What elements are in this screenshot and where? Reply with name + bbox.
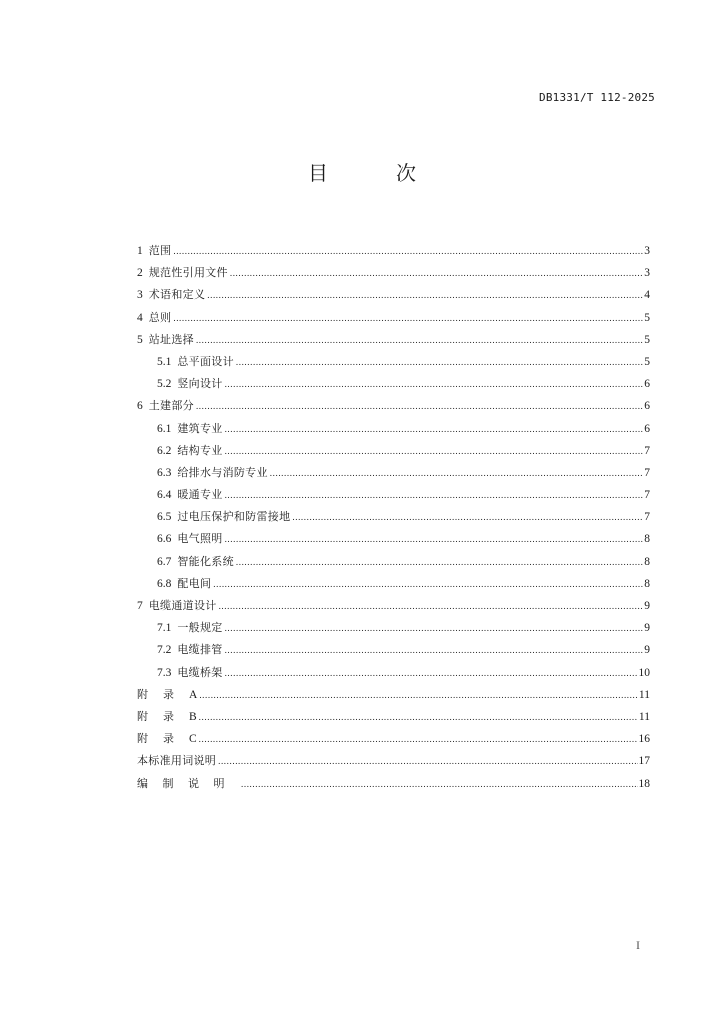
toc-entry-appendix[interactable] (137, 684, 650, 706)
toc-entry-label: 电缆桥架 (177, 665, 223, 679)
toc-entry-label: 配电间 (177, 576, 212, 590)
table-of-contents (137, 240, 650, 795)
dot-leader (199, 684, 638, 706)
dot-leader (225, 617, 644, 639)
toc-entry-page: 7 (644, 466, 650, 479)
toc-entry-label: 本标准用词说明 (137, 754, 217, 768)
toc-entry[interactable] (137, 773, 650, 795)
toc-entry-label: 给排水与消防专业 (177, 465, 268, 479)
dot-leader (241, 773, 638, 795)
toc-entry[interactable] (137, 262, 650, 284)
toc-entry-number: 5.1 (157, 355, 172, 368)
toc-entry-number: 6.8 (157, 577, 172, 590)
appendix-letter: C (189, 733, 197, 746)
toc-entry-number: 6.6 (157, 533, 172, 546)
toc-entry-number: 7 (137, 600, 143, 612)
toc-entry-page: 6 (644, 422, 650, 435)
toc-entry-label: 智能化系统 (177, 554, 234, 568)
toc-entry-page: 6 (644, 400, 650, 413)
dot-leader (207, 284, 643, 306)
toc-entry-page: 10 (638, 666, 650, 679)
toc-entry-number: 6 (137, 400, 143, 413)
toc-entry-page: 11 (638, 688, 650, 701)
toc-entry-page: 5 (644, 355, 650, 368)
dot-leader (225, 484, 644, 506)
toc-entry-label: 暖通专业 (177, 488, 223, 502)
toc-entry-label: 建筑专业 (177, 421, 223, 435)
dot-leader (218, 750, 637, 772)
toc-entry-page: 6 (644, 378, 650, 391)
dot-leader (219, 595, 644, 617)
toc-entry[interactable] (137, 595, 650, 617)
toc-entry-number: 6.1 (157, 422, 172, 435)
toc-entry-label: 术语和定义 (148, 288, 206, 302)
toc-entry-number: 1 (137, 245, 143, 257)
toc-entry-label: 电气照明 (177, 532, 223, 546)
toc-entry-label: 总平面设计 (177, 354, 234, 368)
dot-leader (230, 262, 643, 284)
toc-entry-page: 9 (644, 644, 650, 657)
toc-entry[interactable] (137, 750, 650, 772)
toc-entry-number: 7.2 (157, 644, 172, 657)
page-number: I (636, 938, 640, 952)
dot-leader (199, 706, 638, 728)
toc-entry-page: 7 (644, 489, 650, 502)
toc-entry-label: 附录 (137, 687, 189, 701)
dot-leader (225, 662, 638, 684)
toc-entry-number: 6.3 (157, 466, 172, 479)
toc-entry-label: 一般规定 (177, 621, 223, 635)
toc-subentry[interactable] (137, 528, 650, 550)
dot-leader (225, 528, 644, 550)
appendix-letter: A (189, 688, 198, 701)
toc-entry-page: 5 (644, 311, 650, 324)
toc-entry[interactable] (137, 240, 650, 262)
toc-entry-number: 5.2 (157, 378, 172, 391)
toc-entry[interactable] (137, 395, 650, 417)
toc-entry-number: 6.2 (157, 444, 172, 457)
toc-entry-label: 附录 (137, 732, 189, 746)
toc-subentry[interactable] (137, 418, 650, 440)
toc-entry-page: 4 (644, 289, 650, 302)
toc-entry-label: 电缆通道设计 (148, 599, 217, 612)
toc-entry-page: 8 (644, 577, 650, 590)
toc-entry-label: 竖向设计 (177, 377, 223, 391)
dot-leader (225, 440, 644, 462)
toc-subentry[interactable] (137, 617, 650, 639)
toc-entry-page: 9 (644, 622, 650, 635)
dot-leader (199, 728, 638, 750)
dot-leader (236, 551, 643, 573)
toc-entry-label: 附录 (137, 709, 189, 723)
toc-subentry[interactable] (137, 639, 650, 661)
toc-entry-page: 8 (644, 555, 650, 568)
toc-entry-appendix[interactable] (137, 728, 650, 750)
toc-entry-label: 电缆排管 (177, 643, 223, 657)
toc-entry-label: 土建部分 (148, 399, 194, 413)
toc-entry-number: 5 (137, 333, 143, 346)
toc-entry-appendix[interactable] (137, 706, 650, 728)
dot-leader (225, 373, 644, 395)
toc-subentry[interactable] (137, 484, 650, 506)
toc-entry-number: 7.3 (157, 666, 172, 679)
toc-entry-page: 11 (638, 710, 650, 723)
dot-leader (213, 573, 643, 595)
toc-subentry[interactable] (137, 506, 650, 528)
toc-entry-label: 总则 (148, 310, 172, 324)
toc-entry-page: 7 (644, 511, 650, 524)
toc-entry-label: 站址选择 (148, 332, 194, 346)
document-code: DB1331/T 112-2025 (539, 91, 655, 104)
dot-leader (173, 307, 643, 329)
dot-leader (173, 240, 643, 262)
toc-entry-label: 规范性引用文件 (148, 266, 228, 280)
toc-entry[interactable] (137, 284, 650, 306)
toc-entry-page: 9 (644, 600, 650, 612)
page-title: 目次 (308, 161, 484, 185)
toc-entry-number: 7.1 (157, 622, 172, 635)
toc-entry-page: 18 (638, 777, 650, 790)
toc-entry-page: 7 (644, 444, 650, 457)
toc-entry-number: 4 (137, 311, 143, 324)
toc-entry-label: 结构专业 (177, 443, 223, 457)
toc-entry-label: 范围 (148, 244, 172, 257)
toc-subentry[interactable] (137, 440, 650, 462)
appendix-letter: B (189, 710, 197, 723)
toc-entry-number: 2 (137, 267, 143, 280)
toc-entry-page: 5 (644, 333, 650, 346)
dot-leader (196, 395, 643, 417)
dot-leader (225, 639, 644, 661)
toc-entry-number: 6.5 (157, 511, 172, 524)
toc-entry[interactable] (137, 307, 650, 329)
dot-leader (292, 506, 643, 528)
toc-entry-page: 8 (644, 533, 650, 546)
toc-entry-number: 6.4 (157, 489, 172, 502)
toc-subentry[interactable] (137, 351, 650, 373)
toc-subentry[interactable] (137, 373, 650, 395)
toc-entry-page: 17 (638, 755, 650, 768)
toc-subentry[interactable] (137, 573, 650, 595)
toc-entry-page: 3 (644, 245, 650, 257)
toc-subentry[interactable] (137, 462, 650, 484)
toc-entry-page: 16 (638, 733, 650, 746)
toc-entry-page: 3 (644, 267, 650, 280)
dot-leader (270, 462, 643, 484)
toc-subentry[interactable] (137, 551, 650, 573)
toc-entry-number: 6.7 (157, 555, 172, 568)
toc-entry-number: 3 (137, 289, 143, 302)
toc-entry-label: 过电压保护和防雷接地 (177, 510, 291, 524)
toc-entry[interactable] (137, 329, 650, 351)
toc-entry-label: 编制说明 (137, 776, 239, 790)
dot-leader (196, 329, 643, 351)
dot-leader (225, 418, 644, 440)
toc-subentry[interactable] (137, 662, 650, 684)
dot-leader (236, 351, 643, 373)
